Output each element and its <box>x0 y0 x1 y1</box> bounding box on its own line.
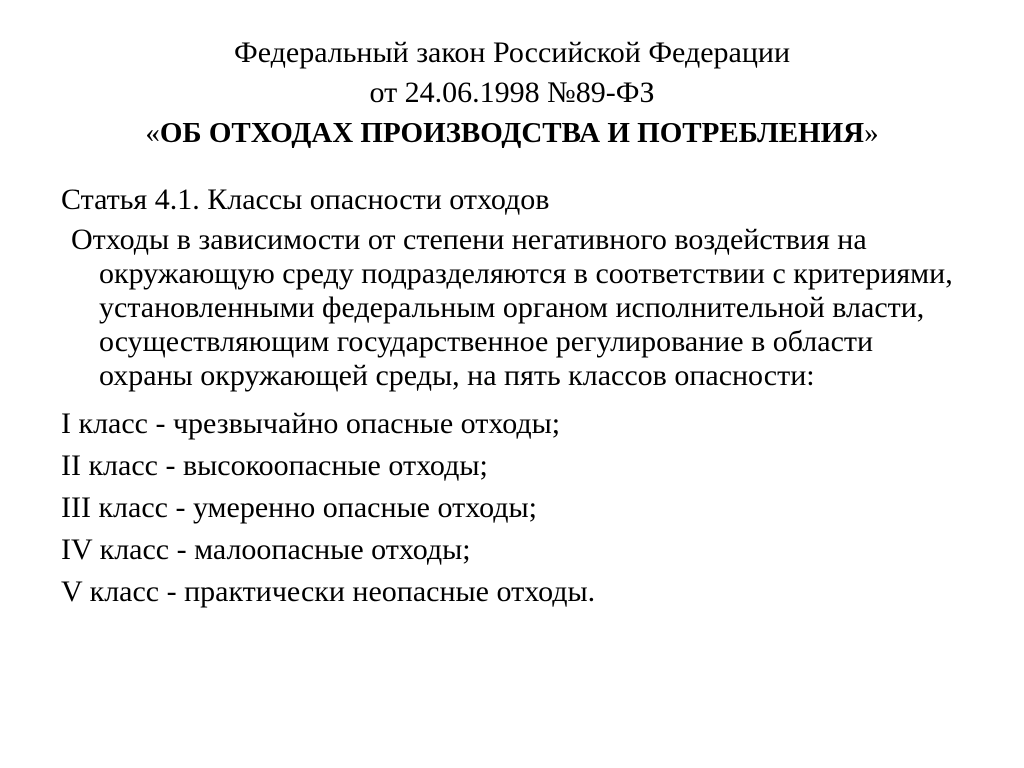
open-quote: « <box>145 117 160 149</box>
article-heading: Статья 4.1. Классы опасности отходов <box>61 183 550 216</box>
law-type-line: Федеральный закон Российской Федерации <box>234 36 790 69</box>
law-date-number-line: от 24.06.1998 №89-ФЗ <box>369 76 655 109</box>
hazard-class-list <box>61 403 961 613</box>
hazard-class-3: III класс - умеренно опасные отходы; <box>61 491 537 524</box>
close-quote: » <box>864 117 879 149</box>
hazard-class-1: I класс - чрезвычайно опасные отходы; <box>61 407 561 440</box>
law-title-line <box>0 113 1024 153</box>
hazard-class-2: II класс - высокоопасные отходы; <box>61 449 488 482</box>
article-body <box>61 180 961 613</box>
law-header <box>0 33 1024 153</box>
hazard-class-5: V класс - практически неопасные отходы. <box>61 575 596 608</box>
law-title: ОБ ОТХОДАХ ПРОИЗВОДСТВА И ПОТРЕБЛЕНИЯ <box>159 117 865 149</box>
article-paragraph: Отходы в зависимости от степени негативного воздействия на окружающую среду подразделяются в соответствии с критериями, установленными федеральным органом исполнительной власти, осуществляющим государственное регулирование в области охраны окружающей среды, на пять классов опасности: <box>71 223 953 392</box>
hazard-class-4: IV класс - малоопасные отходы; <box>61 533 471 566</box>
